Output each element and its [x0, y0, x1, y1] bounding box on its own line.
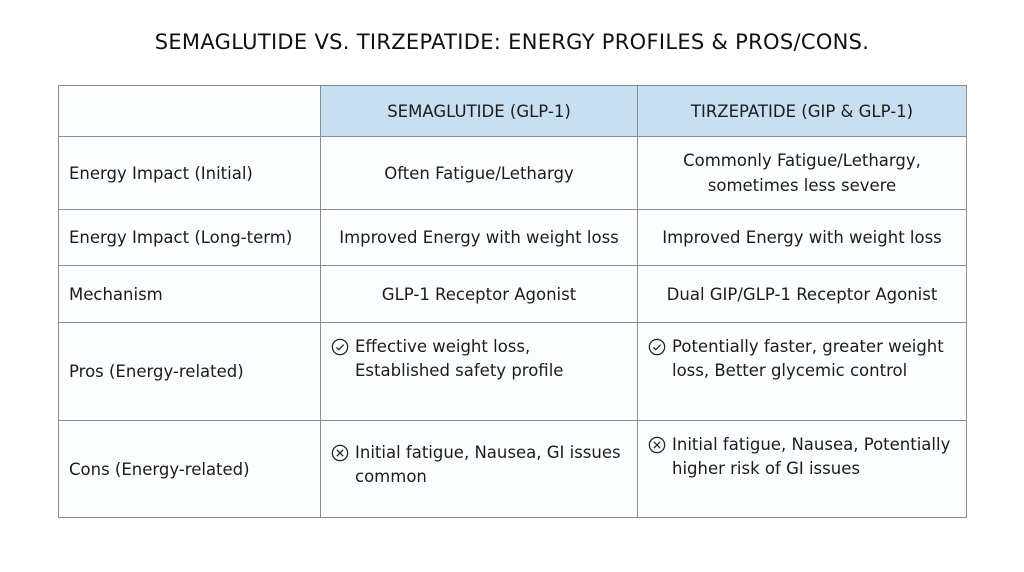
row-label: Energy Impact (Long-term) — [59, 210, 321, 266]
row-label: Mechanism — [59, 266, 321, 323]
row-label: Energy Impact (Initial) — [59, 137, 321, 210]
semaglutide-cell: GLP-1 Receptor Agonist — [321, 266, 638, 323]
tirzepatide-cell: Dual GIP/GLP-1 Receptor Agonist — [638, 266, 967, 323]
table-row — [59, 323, 967, 421]
cons-text: Initial fatigue, Nausea, GI issues common — [355, 443, 621, 486]
tirzepatide-cell: Improved Energy with weight loss — [638, 210, 967, 266]
comparison-table — [58, 85, 967, 518]
semaglutide-cell — [321, 323, 638, 421]
check-circle-icon — [648, 338, 666, 356]
tirzepatide-cell — [638, 421, 967, 518]
semaglutide-cell: Often Fatigue/Lethargy — [321, 137, 638, 210]
tirzepatide-cell — [638, 323, 967, 421]
page-title: SEMAGLUTIDE VS. TIRZEPATIDE: ENERGY PROFILES & PROS/CONS. — [154, 30, 870, 54]
header-row — [59, 86, 967, 137]
cons-text: Initial fatigue, Nausea, Potentially higher risk of GI issues — [672, 435, 951, 478]
header-blank — [59, 86, 321, 137]
semaglutide-cell — [321, 421, 638, 518]
semaglutide-cell: Improved Energy with weight loss — [321, 210, 638, 266]
header-tirzepatide: TIRZEPATIDE (GIP & GLP-1) — [638, 86, 967, 137]
pros-text: Effective weight loss, Established safety profile — [355, 337, 564, 380]
row-label: Cons (Energy-related) — [59, 421, 321, 518]
pros-text: Potentially faster, greater weight loss, Better glycemic control — [672, 337, 944, 380]
table-row — [59, 137, 967, 210]
tirzepatide-cell: Commonly Fatigue/Lethargy, sometimes less severe — [638, 137, 967, 210]
header-semaglutide: SEMAGLUTIDE (GLP-1) — [321, 86, 638, 137]
row-label: Pros (Energy-related) — [59, 323, 321, 421]
table-row — [59, 210, 967, 266]
x-circle-icon — [648, 436, 666, 454]
check-circle-icon — [331, 338, 349, 356]
x-circle-icon — [331, 444, 349, 462]
table-row — [59, 421, 967, 518]
table-row — [59, 266, 967, 323]
